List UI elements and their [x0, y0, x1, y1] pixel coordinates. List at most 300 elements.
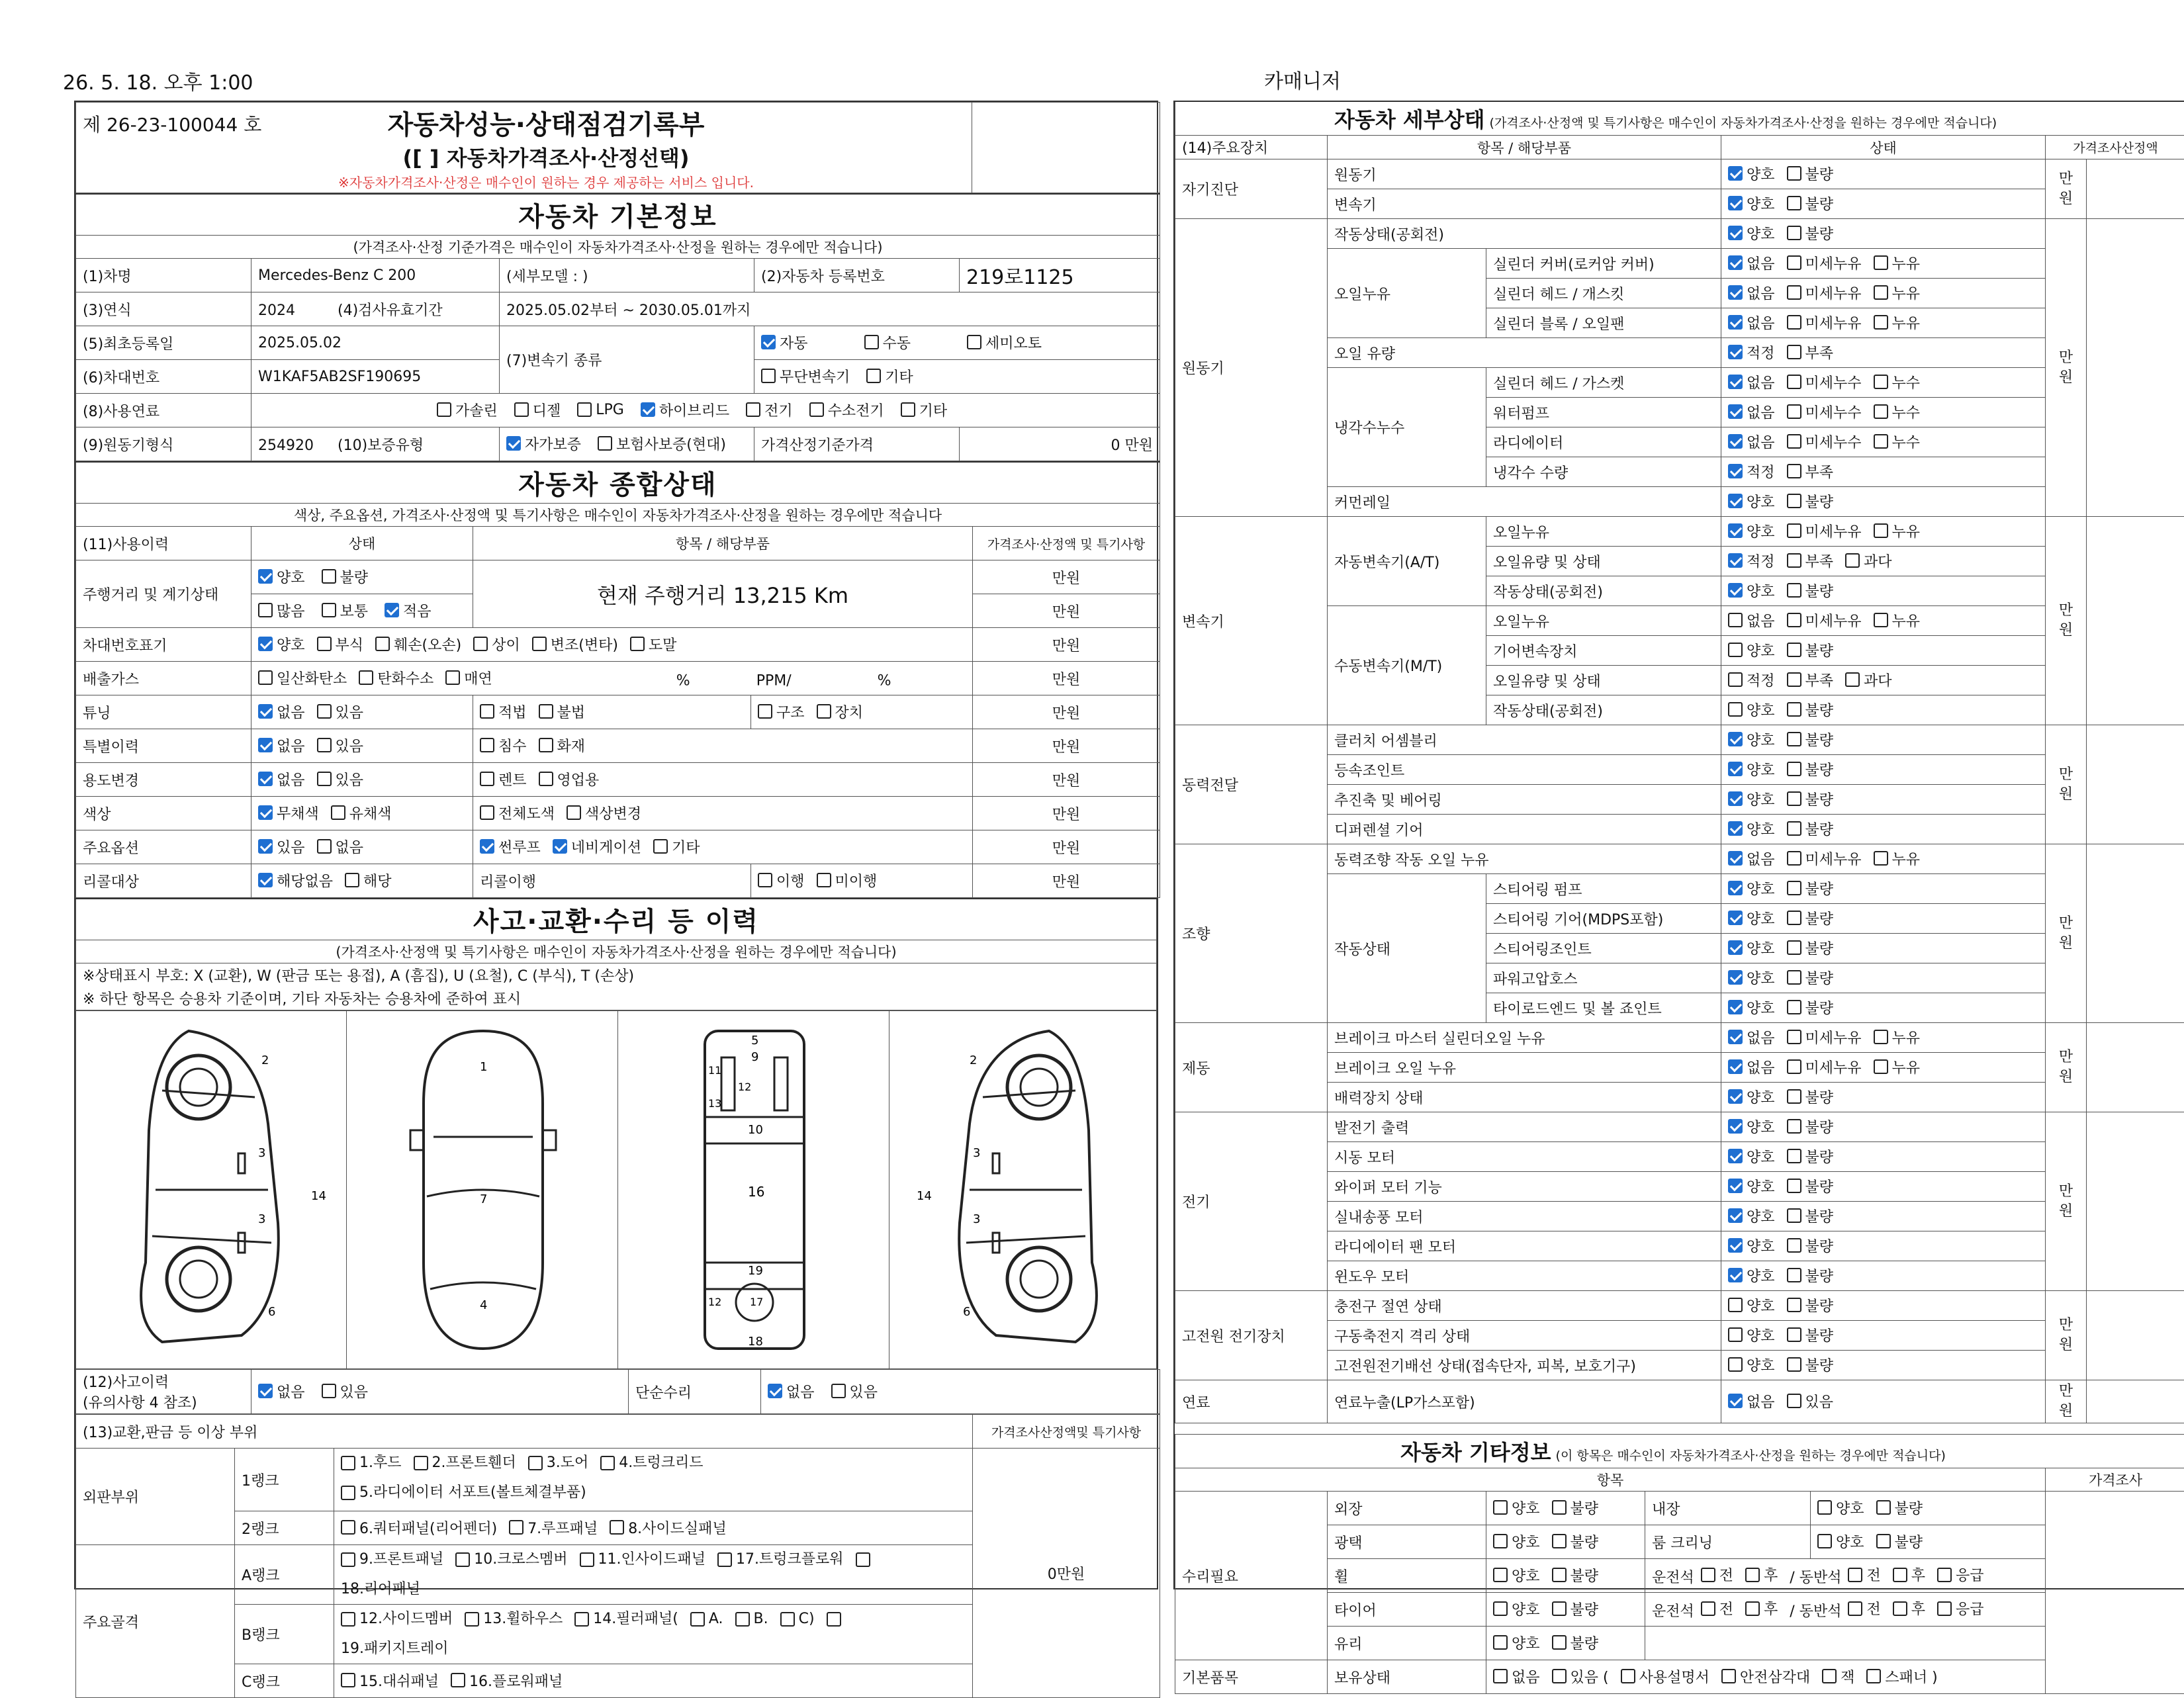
detail-state-option[interactable]: 없음 [1728, 402, 1775, 422]
pillar-part[interactable]: B. [735, 1606, 768, 1632]
checkbox-checked[interactable] [1728, 1030, 1743, 1044]
detail-state-option[interactable]: 있음 [1787, 1391, 1834, 1411]
detail-state-option[interactable]: 양호 [1728, 1355, 1775, 1375]
detail-state-option[interactable]: 불량 [1787, 1116, 1834, 1137]
detail-state-option[interactable]: 양호 [1728, 1295, 1775, 1316]
checkbox[interactable] [317, 738, 332, 752]
checkbox-checked[interactable] [1728, 583, 1743, 598]
detail-state-option[interactable]: 불량 [1787, 908, 1834, 928]
detail-state-option[interactable]: 없음 [1728, 312, 1775, 333]
gloss-good[interactable]: 양호 [1493, 1531, 1540, 1552]
checkbox-checked[interactable] [1728, 226, 1743, 240]
detail-state-option[interactable]: 불량 [1787, 163, 1834, 184]
checkbox[interactable] [1493, 1568, 1508, 1582]
checkbox[interactable] [831, 1384, 846, 1398]
history-option[interactable]: 있음 [317, 735, 364, 756]
checkbox[interactable] [864, 335, 879, 349]
glass-bad[interactable]: 불량 [1552, 1632, 1599, 1653]
checkbox-checked[interactable] [1728, 434, 1743, 449]
checkbox[interactable] [866, 369, 881, 383]
checkbox[interactable] [630, 637, 645, 651]
recall-option[interactable]: 해당 [345, 870, 392, 891]
detail-state-option[interactable]: 불량 [1787, 1206, 1834, 1226]
checkbox-checked[interactable] [1728, 464, 1743, 478]
checkbox[interactable] [1787, 404, 1801, 419]
checkbox[interactable] [414, 1456, 428, 1470]
checkbox[interactable] [322, 603, 336, 617]
rank2-part[interactable]: 8.사이드실패널 [610, 1517, 727, 1538]
checkbox[interactable] [1728, 613, 1743, 627]
checkbox[interactable] [1745, 1601, 1760, 1616]
checkbox[interactable] [1787, 523, 1801, 538]
history-detail-option[interactable]: 불법 [539, 701, 586, 722]
history-none[interactable]: 없음 [258, 1381, 305, 1402]
fuel-hybrid[interactable]: 하이브리드 [641, 400, 729, 420]
checkbox[interactable] [1493, 1534, 1508, 1548]
wheel-passenger-front[interactable]: 전 [1848, 1564, 1880, 1585]
checkbox[interactable] [1787, 583, 1801, 598]
checkbox[interactable] [1621, 1669, 1635, 1683]
detail-state-option[interactable]: 미세누유 [1787, 283, 1862, 303]
detail-state-option[interactable]: 양호 [1728, 223, 1775, 244]
own-item[interactable]: 잭 [1822, 1666, 1854, 1687]
checkbox[interactable] [341, 1456, 355, 1470]
warranty-self[interactable]: 자가보증 [506, 433, 581, 454]
checkbox[interactable] [1493, 1635, 1508, 1650]
rankA-part[interactable]: 9.프론트패널 [341, 1546, 443, 1573]
checkbox-checked[interactable] [1728, 375, 1743, 389]
checkbox[interactable] [717, 1552, 732, 1567]
vin-mark-option[interactable]: 훼손(오손) [375, 634, 461, 654]
checkbox[interactable] [610, 1520, 624, 1535]
checkbox[interactable] [901, 402, 915, 417]
checkbox-checked[interactable] [768, 1384, 782, 1398]
checkbox[interactable] [1893, 1601, 1907, 1616]
vin-mark-option[interactable]: 상이 [473, 634, 520, 654]
detail-state-option[interactable]: 불량 [1787, 729, 1834, 750]
history-detail-option[interactable]: 화재 [539, 735, 586, 756]
detail-state-option[interactable]: 불량 [1787, 878, 1834, 899]
tire-good[interactable]: 양호 [1493, 1599, 1540, 1619]
checkbox[interactable] [1874, 255, 1888, 270]
recall-option[interactable]: 해당없음 [258, 870, 333, 891]
checkbox[interactable] [1787, 315, 1801, 330]
checkbox[interactable] [1937, 1568, 1952, 1582]
tire-emergency[interactable]: 응급 [1937, 1598, 1984, 1619]
checkbox[interactable] [758, 873, 772, 887]
fuel-electric[interactable]: 전기 [746, 400, 793, 420]
wheel-driver-front[interactable]: 전 [1701, 1564, 1733, 1585]
checkbox[interactable] [1787, 226, 1801, 240]
detail-state-option[interactable]: 누수 [1874, 402, 1921, 422]
checkbox[interactable] [1787, 1089, 1801, 1104]
detail-state-option[interactable]: 부족 [1787, 461, 1834, 482]
checkbox-checked[interactable] [1728, 1394, 1743, 1408]
checkbox-checked[interactable] [553, 839, 567, 854]
checkbox[interactable] [1787, 940, 1801, 955]
wheel-emergency[interactable]: 응급 [1937, 1564, 1984, 1585]
checkbox[interactable] [1787, 1238, 1801, 1253]
checkbox[interactable] [331, 805, 345, 820]
checkbox[interactable] [1787, 375, 1801, 389]
emission-option[interactable]: 매연 [445, 668, 492, 688]
checkbox[interactable] [1845, 672, 1860, 687]
checkbox-checked[interactable] [258, 1384, 273, 1398]
checkbox-checked[interactable] [1728, 553, 1743, 568]
checkbox[interactable] [1874, 404, 1888, 419]
checkbox[interactable] [345, 873, 359, 887]
detail-state-option[interactable]: 불량 [1787, 1325, 1834, 1345]
checkbox[interactable] [1874, 1030, 1888, 1044]
checkbox[interactable] [1787, 1119, 1801, 1134]
checkbox[interactable] [317, 772, 332, 786]
checkbox[interactable] [1817, 1534, 1832, 1548]
checkbox[interactable] [1874, 375, 1888, 389]
gloss-bad[interactable]: 불량 [1552, 1531, 1599, 1552]
trans-semi[interactable]: 세미오토 [967, 332, 1042, 353]
detail-state-option[interactable]: 불량 [1787, 1176, 1834, 1196]
detail-state-option[interactable]: 없음 [1728, 1391, 1775, 1411]
checkbox[interactable] [1787, 464, 1801, 478]
tire-passenger-rear[interactable]: 후 [1893, 1598, 1925, 1619]
checkbox-checked[interactable] [761, 335, 776, 349]
checkbox[interactable] [1728, 702, 1743, 717]
checkbox-checked[interactable] [1728, 970, 1743, 985]
history-option[interactable]: 유채색 [331, 803, 392, 823]
checkbox[interactable] [258, 603, 273, 617]
checkbox-checked[interactable] [480, 839, 494, 854]
detail-state-option[interactable]: 불량 [1787, 1087, 1834, 1107]
fuel-other[interactable]: 기타 [901, 400, 948, 420]
checkbox-checked[interactable] [506, 436, 521, 451]
checkbox[interactable] [1817, 1500, 1832, 1515]
checkbox[interactable] [1848, 1568, 1862, 1582]
checkbox[interactable] [1876, 1500, 1891, 1515]
checkbox[interactable] [455, 1552, 470, 1567]
history-option[interactable]: 무채색 [258, 803, 319, 823]
checkbox[interactable] [1874, 523, 1888, 538]
checkbox-checked[interactable] [258, 873, 273, 887]
checkbox[interactable] [1787, 1394, 1801, 1408]
checkbox[interactable] [1728, 1357, 1743, 1372]
vin-mark-option[interactable]: 양호 [258, 634, 305, 654]
checkbox[interactable] [690, 1612, 705, 1627]
checkbox[interactable] [600, 1456, 615, 1470]
history-detail-option[interactable]: 침수 [480, 735, 527, 756]
detail-state-option[interactable]: 적정 [1728, 670, 1775, 690]
detail-state-option[interactable]: 부족 [1787, 670, 1834, 690]
rankC-part[interactable]: 15.대쉬패널 [341, 1670, 439, 1691]
checkbox[interactable] [1552, 1534, 1567, 1548]
checkbox-checked[interactable] [1728, 255, 1743, 270]
checkbox[interactable] [1552, 1669, 1567, 1683]
detail-state-option[interactable]: 미세누수 [1787, 372, 1862, 392]
detail-state-option[interactable]: 누유 [1874, 610, 1921, 631]
wheel-bad[interactable]: 불량 [1552, 1565, 1599, 1586]
checkbox[interactable] [532, 637, 547, 651]
detail-state-option[interactable]: 양호 [1728, 967, 1775, 988]
checkbox[interactable] [480, 738, 494, 752]
detail-state-option[interactable]: 누유 [1874, 848, 1921, 869]
detail-state-option[interactable]: 양호 [1728, 193, 1775, 214]
history-detail-option[interactable]: 전체도색 [480, 803, 555, 823]
detail-state-option[interactable]: 양호 [1728, 699, 1775, 720]
mileage-good[interactable]: 양호 [258, 566, 305, 587]
checkbox-checked[interactable] [1728, 315, 1743, 330]
interior-good[interactable]: 양호 [1817, 1497, 1864, 1518]
own-item[interactable]: 스패너 ) [1866, 1666, 1937, 1687]
checkbox-checked[interactable] [258, 805, 273, 820]
own-have[interactable]: 있음 ( [1552, 1666, 1609, 1687]
rankB-part[interactable]: 12.사이드멤버 [341, 1606, 453, 1632]
checkbox[interactable] [1874, 613, 1888, 627]
detail-state-option[interactable]: 누유 [1874, 521, 1921, 541]
detail-state-option[interactable]: 양호 [1728, 1146, 1775, 1167]
checkbox[interactable] [1937, 1601, 1952, 1616]
detail-state-option[interactable]: 미세누유 [1787, 253, 1862, 273]
checkbox-checked[interactable] [1728, 1208, 1743, 1223]
checkbox[interactable] [341, 1673, 355, 1687]
detail-state-option[interactable]: 없음 [1728, 1027, 1775, 1048]
trans-manual[interactable]: 수동 [864, 332, 911, 353]
checkbox[interactable] [580, 1552, 594, 1567]
checkbox[interactable] [317, 704, 332, 719]
trans-other[interactable]: 기타 [866, 366, 913, 386]
detail-state-option[interactable]: 없음 [1728, 431, 1775, 452]
history-option[interactable]: 있음 [317, 769, 364, 789]
checkbox[interactable] [1493, 1500, 1508, 1515]
checkbox[interactable] [1787, 345, 1801, 359]
checkbox[interactable] [1701, 1568, 1715, 1582]
checkbox-checked[interactable] [258, 772, 273, 786]
rankC-part[interactable]: 16.플로워패널 [451, 1670, 563, 1691]
recall-done-option[interactable]: 이행 [758, 870, 805, 891]
checkbox-checked[interactable] [1728, 404, 1743, 419]
trans-cvt[interactable]: 무단변속기 [761, 366, 850, 386]
detail-state-option[interactable]: 누유 [1874, 1027, 1921, 1048]
history-detail-option[interactable]: 썬루프 [480, 836, 541, 857]
checkbox[interactable] [1787, 434, 1801, 449]
detail-state-option[interactable]: 없음 [1728, 848, 1775, 869]
checkbox[interactable] [1876, 1534, 1891, 1548]
checkbox[interactable] [1721, 1669, 1736, 1683]
detail-state-option[interactable]: 불량 [1787, 819, 1834, 839]
detail-state-option[interactable]: 없음 [1728, 283, 1775, 303]
checkbox[interactable] [761, 369, 776, 383]
pillar-part[interactable]: C) [780, 1606, 815, 1632]
detail-state-option[interactable]: 불량 [1787, 640, 1834, 660]
exterior-good[interactable]: 양호 [1493, 1497, 1540, 1518]
detail-state-option[interactable]: 양호 [1728, 1235, 1775, 1256]
mileage-few[interactable]: 적음 [385, 600, 432, 621]
pillar-part[interactable]: A. [690, 1606, 723, 1632]
rank1-part[interactable]: 2.프론트휀더 [414, 1450, 516, 1476]
room-clean-bad[interactable]: 불량 [1876, 1531, 1923, 1552]
simple-none[interactable]: 없음 [768, 1381, 815, 1402]
checkbox[interactable] [1787, 851, 1801, 866]
checkbox-checked[interactable] [258, 839, 273, 854]
checkbox[interactable] [1787, 643, 1801, 657]
detail-state-option[interactable]: 누수 [1874, 431, 1921, 452]
detail-state-option[interactable]: 양호 [1728, 908, 1775, 928]
checkbox[interactable] [1787, 1179, 1801, 1193]
checkbox[interactable] [1787, 166, 1801, 181]
checkbox[interactable] [1848, 1601, 1862, 1616]
checkbox[interactable] [817, 704, 831, 719]
checkbox[interactable] [528, 1456, 543, 1470]
detail-state-option[interactable]: 적정 [1728, 461, 1775, 482]
checkbox[interactable] [1787, 702, 1801, 717]
checkbox[interactable] [341, 1486, 355, 1500]
checkbox[interactable] [445, 670, 460, 685]
detail-state-option[interactable]: 불량 [1787, 699, 1834, 720]
history-option[interactable]: 없음 [258, 701, 305, 722]
detail-state-option[interactable]: 양호 [1728, 789, 1775, 809]
room-clean-good[interactable]: 양호 [1817, 1531, 1864, 1552]
detail-state-option[interactable]: 없음 [1728, 253, 1775, 273]
history-detail-option[interactable]: 렌트 [480, 769, 527, 789]
detail-state-option[interactable]: 없음 [1728, 372, 1775, 392]
rank2-part[interactable]: 6.쿼터패널(리어펜더) [341, 1517, 497, 1538]
detail-state-option[interactable]: 불량 [1787, 193, 1834, 214]
detail-state-option[interactable]: 양호 [1728, 521, 1775, 541]
checkbox[interactable] [509, 1520, 523, 1535]
detail-state-option[interactable]: 양호 [1728, 1265, 1775, 1286]
checkbox[interactable] [1787, 911, 1801, 925]
checkbox[interactable] [1866, 1669, 1881, 1683]
history-yes[interactable]: 있음 [322, 1381, 369, 1402]
checkbox[interactable] [1787, 196, 1801, 210]
detail-state-option[interactable]: 미세누수 [1787, 431, 1862, 452]
detail-state-option[interactable]: 불량 [1787, 223, 1834, 244]
checkbox-checked[interactable] [258, 738, 273, 752]
detail-state-option[interactable]: 양호 [1728, 1116, 1775, 1137]
tuning-kind-option[interactable]: 구조 [758, 701, 805, 722]
checkbox[interactable] [1787, 1000, 1801, 1014]
rankB-part[interactable]: 13.휠하우스 [465, 1606, 563, 1632]
fuel-hydrogen[interactable]: 수소전기 [809, 400, 884, 420]
detail-state-option[interactable]: 불량 [1787, 997, 1834, 1018]
checkbox[interactable] [1787, 1030, 1801, 1044]
checkbox[interactable] [856, 1552, 870, 1567]
checkbox[interactable] [322, 1384, 336, 1398]
checkbox-checked[interactable] [1728, 196, 1743, 210]
checkbox-checked[interactable] [1728, 791, 1743, 806]
checkbox[interactable] [341, 1612, 355, 1627]
rank2-part[interactable]: 7.루프패널 [509, 1517, 598, 1538]
detail-state-option[interactable]: 양호 [1728, 938, 1775, 958]
checkbox[interactable] [341, 1552, 355, 1567]
history-option[interactable]: 없음 [258, 769, 305, 789]
history-detail-option[interactable]: 네비게이션 [553, 836, 641, 857]
detail-state-option[interactable]: 양호 [1728, 580, 1775, 601]
checkbox[interactable] [322, 569, 336, 584]
checkbox[interactable] [1787, 285, 1801, 300]
rankA-part[interactable]: 11.인사이드패널 [580, 1546, 706, 1573]
detail-state-option[interactable]: 누유 [1874, 1057, 1921, 1077]
detail-state-option[interactable]: 양호 [1728, 1176, 1775, 1196]
detail-state-option[interactable]: 불량 [1787, 938, 1834, 958]
checkbox[interactable] [1874, 285, 1888, 300]
detail-state-option[interactable]: 불량 [1787, 1235, 1834, 1256]
rank1-part[interactable]: 3.도어 [528, 1450, 589, 1476]
detail-state-option[interactable]: 양호 [1728, 163, 1775, 184]
checkbox-checked[interactable] [1728, 1000, 1743, 1014]
checkbox[interactable] [480, 772, 494, 786]
checkbox-checked[interactable] [258, 704, 273, 719]
own-item[interactable]: 안전삼각대 [1721, 1666, 1810, 1687]
detail-state-option[interactable]: 불량 [1787, 1295, 1834, 1316]
checkbox-checked[interactable] [1728, 762, 1743, 776]
checkbox-checked[interactable] [1728, 1059, 1743, 1074]
checkbox[interactable] [1787, 255, 1801, 270]
checkbox[interactable] [598, 436, 612, 451]
detail-state-option[interactable]: 양호 [1728, 1087, 1775, 1107]
checkbox-checked[interactable] [1728, 1149, 1743, 1163]
wheel-driver-rear[interactable]: 후 [1745, 1564, 1778, 1585]
fuel-diesel[interactable]: 디젤 [514, 400, 561, 420]
checkbox[interactable] [1552, 1635, 1567, 1650]
checkbox-checked[interactable] [1728, 345, 1743, 359]
checkbox[interactable] [817, 873, 831, 887]
detail-state-option[interactable]: 양호 [1728, 997, 1775, 1018]
detail-state-option[interactable]: 없음 [1728, 610, 1775, 631]
checkbox[interactable] [1787, 881, 1801, 895]
checkbox[interactable] [1874, 434, 1888, 449]
checkbox-checked[interactable] [1728, 1238, 1743, 1253]
checkbox[interactable] [514, 402, 529, 417]
detail-state-option[interactable]: 양호 [1728, 491, 1775, 512]
checkbox[interactable] [451, 1673, 465, 1687]
detail-state-option[interactable]: 과다 [1845, 670, 1892, 690]
rank1-part[interactable]: 5.라디에이터 서포트(볼트체결부품) [341, 1480, 586, 1506]
wheel-passenger-rear[interactable]: 후 [1893, 1564, 1925, 1585]
rankB-part[interactable]: 14.필러패널( [574, 1606, 678, 1632]
detail-state-option[interactable]: 양호 [1728, 640, 1775, 660]
checkbox[interactable] [1787, 1327, 1801, 1342]
detail-state-option[interactable]: 누유 [1874, 283, 1921, 303]
rank1-part[interactable]: 4.트렁크리드 [600, 1450, 703, 1476]
wheel-good[interactable]: 양호 [1493, 1565, 1540, 1586]
checkbox[interactable] [1493, 1601, 1508, 1616]
exterior-bad[interactable]: 불량 [1552, 1497, 1599, 1518]
detail-state-option[interactable]: 누수 [1874, 372, 1921, 392]
detail-state-option[interactable]: 불량 [1787, 759, 1834, 780]
history-option[interactable]: 없음 [258, 735, 305, 756]
detail-state-option[interactable]: 누유 [1874, 253, 1921, 273]
checkbox[interactable] [258, 670, 273, 685]
checkbox[interactable] [1787, 672, 1801, 687]
checkbox[interactable] [1874, 315, 1888, 330]
detail-state-option[interactable]: 적정 [1728, 551, 1775, 571]
history-detail-option[interactable]: 적법 [480, 701, 527, 722]
checkbox[interactable] [1728, 1327, 1743, 1342]
checkbox-checked[interactable] [1728, 523, 1743, 538]
checkbox-checked[interactable] [385, 603, 399, 617]
checkbox[interactable] [567, 805, 581, 820]
checkbox[interactable] [1787, 613, 1801, 627]
trans-auto[interactable]: 자동 [761, 332, 808, 353]
checkbox[interactable] [574, 1612, 589, 1627]
own-none[interactable]: 없음 [1493, 1666, 1540, 1687]
simple-yes[interactable]: 있음 [831, 1381, 878, 1402]
checkbox[interactable] [827, 1612, 841, 1627]
checkbox[interactable] [780, 1612, 795, 1627]
detail-state-option[interactable]: 미세누유 [1787, 610, 1862, 631]
checkbox-checked[interactable] [1728, 285, 1743, 300]
checkbox-checked[interactable] [1728, 732, 1743, 746]
checkbox-checked[interactable] [1728, 166, 1743, 181]
